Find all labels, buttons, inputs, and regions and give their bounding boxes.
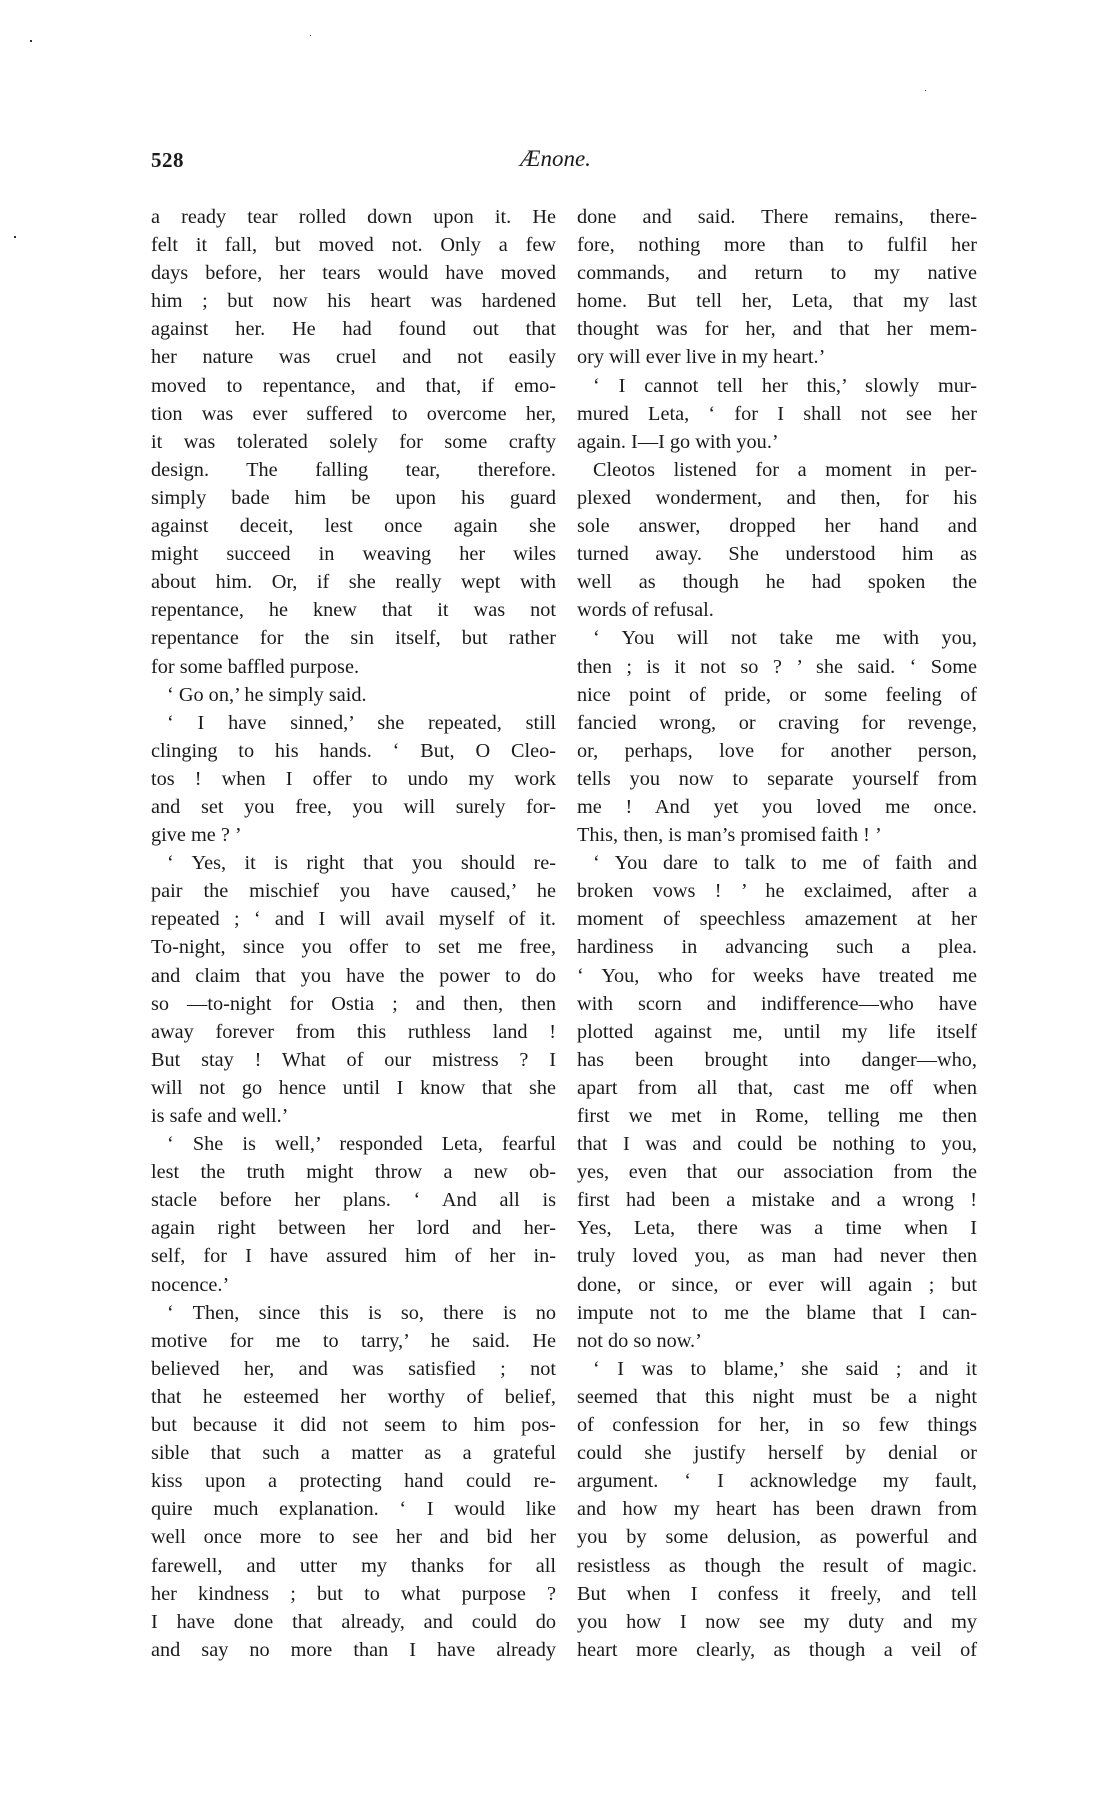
- text-line: moved to repentance, and that, if emo-: [151, 374, 556, 397]
- text-line: truly loved you, as man had never then: [577, 1245, 977, 1268]
- text-line: him ; but now his heart was hardened: [151, 290, 556, 313]
- text-line: well as though he had spoken the: [577, 571, 977, 594]
- text-line: you how I now see my duty and my: [577, 1610, 977, 1633]
- text-line: thought was for her, and that her mem-: [577, 318, 977, 341]
- text-line: commands, and return to my native: [577, 262, 977, 285]
- text-line: yes, even that our association from the: [577, 1161, 977, 1184]
- text-line: plexed wonderment, and then, for his: [577, 486, 977, 509]
- text-line: her nature was cruel and not easily: [151, 346, 556, 369]
- text-line: give me ? ’: [151, 824, 242, 847]
- text-line: plotted against me, until my life itself: [577, 1020, 977, 1043]
- text-line: might succeed in weaving her wiles: [151, 543, 556, 566]
- text-line: again right between her lord and her-: [151, 1217, 556, 1240]
- text-line: or, perhaps, love for another person,: [577, 739, 977, 762]
- text-line: broken vows ! ’ he exclaimed, after a: [577, 880, 977, 903]
- text-line: that he esteemed her worthy of belief,: [151, 1385, 556, 1408]
- text-line: but because it did not seem to him pos-: [151, 1414, 556, 1437]
- left-text-column: [151, 203, 556, 1664]
- text-line: ‘ I have sinned,’ she repeated, still: [167, 711, 556, 734]
- text-line: sole answer, dropped her hand and: [577, 515, 977, 538]
- text-line: then ; is it not so ? ’ she said. ‘ Some: [577, 655, 977, 678]
- text-line: believed her, and was satisfied ; not: [151, 1357, 556, 1380]
- running-header: [151, 146, 977, 176]
- text-line: impute not to me the blame that I can-: [577, 1301, 977, 1324]
- text-line: ‘ I cannot tell her this,’ slowly mur-: [593, 374, 977, 397]
- text-line: farewell, and utter my thanks for all: [151, 1554, 556, 1577]
- text-line: Yes, Leta, there was a time when I: [577, 1217, 977, 1240]
- text-line: But stay ! What of our mistress ? I: [151, 1048, 556, 1071]
- text-line: moment of speechless amazement at her: [577, 908, 977, 931]
- text-line: done, or since, or ever will again ; but: [577, 1273, 977, 1296]
- text-line: days before, her tears would have moved: [151, 262, 556, 285]
- text-line: fancied wrong, or craving for revenge,: [577, 711, 977, 734]
- text-line: kiss upon a protecting hand could re-: [151, 1470, 556, 1493]
- scan-speck: [310, 35, 311, 36]
- text-line: for some baffled purpose.: [151, 655, 360, 678]
- text-line: ‘ She is well,’ responded Leta, fearful: [167, 1133, 556, 1156]
- text-line: ‘ You will not take me with you,: [593, 627, 977, 650]
- text-line: about him. Or, if she really wept with: [151, 571, 556, 594]
- text-line: so —to-night for Ostia ; and then, then: [151, 992, 556, 1015]
- text-line: pair the mischief you have caused,’ he: [151, 880, 556, 903]
- text-line: and claim that you have the power to do: [151, 964, 556, 987]
- text-line: tion was ever suffered to overcome her,: [151, 402, 556, 425]
- text-line: fore, nothing more than to fulfil her: [577, 234, 977, 257]
- text-line: argument. ‘ I acknowledge my fault,: [577, 1470, 977, 1493]
- text-line: nice point of pride, or some feeling of: [577, 683, 977, 706]
- text-line: not do so now.’: [577, 1329, 702, 1352]
- text-line: against deceit, lest once again she: [151, 515, 556, 538]
- text-line: repentance for the sin itself, but rather: [151, 627, 556, 650]
- text-line: nocence.’: [151, 1273, 230, 1296]
- text-line: stacle before her plans. ‘ And all is: [151, 1189, 556, 1212]
- text-line: design. The falling tear, therefore.: [151, 458, 556, 481]
- scan-speck: [14, 236, 16, 238]
- text-line: simply bade him be upon his guard: [151, 486, 556, 509]
- text-line: is safe and well.’: [151, 1105, 289, 1127]
- text-line: resistless as though the result of magic.: [577, 1554, 977, 1577]
- text-line: self, for I have assured him of her in-: [151, 1245, 556, 1268]
- text-line: will not go hence until I know that she: [151, 1076, 556, 1099]
- text-line: ‘ You dare to talk to me of faith and: [593, 852, 977, 875]
- text-line: words of refusal.: [577, 599, 714, 622]
- text-line: me ! And yet you loved me once.: [577, 795, 977, 818]
- text-line: ‘ Then, since this is so, there is no: [167, 1301, 556, 1324]
- text-line: against her. He had found out that: [151, 318, 556, 341]
- text-line: repeated ; ‘ and I will avail myself of it.: [151, 908, 556, 931]
- text-line: This, then, is man’s promised faith ! ’: [577, 824, 882, 847]
- text-line: apart from all that, cast me off when: [577, 1076, 977, 1099]
- text-line: Cleotos listened for a moment in per-: [593, 458, 977, 481]
- text-line: with scorn and indifference—who have: [577, 992, 977, 1015]
- text-line: first had been a mistake and a wrong !: [577, 1189, 977, 1212]
- text-line: motive for me to tarry,’ he said. He: [151, 1329, 556, 1352]
- text-line: lest the truth might throw a new ob-: [151, 1161, 556, 1184]
- scan-speck: [925, 90, 926, 91]
- text-line: it was tolerated solely for some crafty: [151, 430, 556, 453]
- text-line: I have done that already, and could do: [151, 1610, 556, 1633]
- page-number: 528: [151, 148, 184, 172]
- right-text-column: [577, 203, 977, 1664]
- text-line: that I was and could be nothing to you,: [577, 1133, 977, 1156]
- text-line: repentance, he knew that it was not: [151, 599, 556, 622]
- text-line: tells you now to separate yourself from: [577, 767, 977, 790]
- text-line: ory will ever live in my heart.’: [577, 346, 826, 369]
- text-line: seemed that this night must be a night: [577, 1385, 977, 1408]
- text-line: sible that such a matter as a grateful: [151, 1442, 556, 1465]
- text-line: first we met in Rome, telling me then: [577, 1105, 977, 1127]
- text-line: could she justify herself by denial or: [577, 1442, 977, 1465]
- text-line: away forever from this ruthless land !: [151, 1020, 556, 1043]
- text-line: turned away. She understood him as: [577, 543, 977, 566]
- text-line: ‘ Go on,’ he simply said.: [167, 683, 367, 706]
- text-line: clinging to his hands. ‘ But, O Cleo-: [151, 739, 556, 762]
- text-line: done and said. There remains, there-: [577, 206, 977, 228]
- text-line: felt it fall, but moved not. Only a few: [151, 234, 556, 257]
- text-line: quire much explanation. ‘ I would like: [151, 1498, 556, 1521]
- text-line: ‘ You, who for weeks have treated me: [577, 964, 977, 987]
- text-line: hardiness in advancing such a plea.: [577, 936, 977, 959]
- text-line: has been brought into danger—who,: [577, 1048, 977, 1071]
- text-line: mured Leta, ‘ for I shall not see her: [577, 402, 977, 425]
- text-line: and how my heart has been drawn from: [577, 1498, 977, 1521]
- text-line: again. I—I go with you.’: [577, 430, 779, 453]
- text-line: and say no more than I have already: [151, 1638, 556, 1661]
- text-line: heart more clearly, as though a veil of: [577, 1638, 977, 1661]
- text-line: ‘ Yes, it is right that you should re-: [167, 852, 556, 875]
- text-line: and set you free, you will surely for-: [151, 795, 556, 818]
- running-title: Ænone.: [520, 146, 591, 171]
- text-line: you by some delusion, as powerful and: [577, 1526, 977, 1549]
- text-line: home. But tell her, Leta, that my last: [577, 290, 977, 313]
- text-line: a ready tear rolled down upon it. He: [151, 206, 556, 228]
- text-line: well once more to see her and bid her: [151, 1526, 556, 1549]
- text-line: of confession for her, in so few things: [577, 1414, 977, 1437]
- text-line: But when I confess it freely, and tell: [577, 1582, 977, 1605]
- text-line: ‘ I was to blame,’ she said ; and it: [593, 1357, 977, 1380]
- scan-speck: [30, 40, 32, 42]
- text-line: her kindness ; but to what purpose ?: [151, 1582, 556, 1605]
- text-line: tos ! when I offer to undo my work: [151, 767, 556, 790]
- text-line: To-night, since you offer to set me free,: [151, 936, 556, 959]
